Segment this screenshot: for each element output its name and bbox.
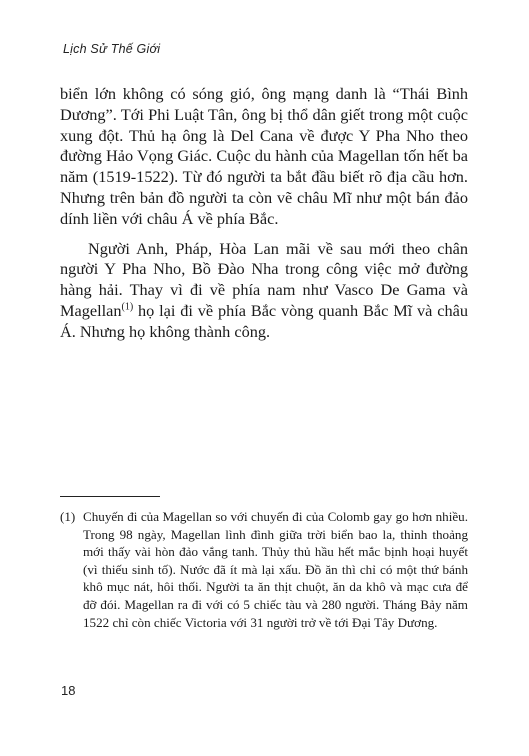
paragraph-text: họ lại đi về phía Bắc vòng quanh Bắc Mĩ và châu Á. Nhưng họ không thành công. (60, 300, 468, 341)
footnote-text: Chuyến đi của Magellan so với chuyến đi của Colomb gay go hơn nhiều. Trong 98 ngày, Magellan lình đình giữa trời biển bao la, thỉnh thoảng mới thấy vài hòn đảo vắng tanh. Thủy thủ hầu hết mắc bịnh hoại huyết (vì thiếu sinh tố). Nước đã ít mà lại xấu. Đồ ăn thì chỉ có một thứ bánh khô mục nát, hôi thối. Người ta ăn thịt chuột, ăn da khô và mạc cưa để đỡ đói. Magellan ra đi với có 5 chiếc tàu và 280 người. Tháng Bảy năm 1522 chỉ còn chiếc Victoria với 31 người trở về tới Đại Tây Dương. (83, 509, 468, 630)
paragraph-text: Người Anh, Pháp, Hòa Lan mãi về sau mới theo chân người Y Pha Nho, Bồ Đào Nha trong công việc mở đường hàng hải. Thay vì đi về phía nam như Vasco De Gama và Magellan (60, 238, 468, 320)
footnote-marker: (1) (60, 509, 76, 524)
paragraph (60, 239, 468, 343)
footnote-reference: (1) (121, 301, 134, 313)
footnote-divider (60, 496, 160, 497)
paragraph: biển lớn không có sóng gió, ông mạng danh là “Thái Bình Dương”. Tới Phi Luật Tân, ông bị thổ dân giết trong một cuộc xung đột. Thủ hạ ông là Del Cana về được Y Pha Nho theo đường Hảo Vọng Giác. Cuộc du hành của Magellan tốn hết ba năm (1519-1522). Từ đó người ta bắt đầu biết rõ địa cầu hơn. Nhưng trên bản đồ người ta còn vẽ châu Mĩ như một bán đảo dính liền với châu Á về phía Bắc. (60, 84, 468, 228)
page-number: 18 (61, 683, 76, 698)
running-header: Lịch Sử Thế Giới (63, 42, 161, 56)
footnote (60, 508, 468, 631)
body-text (60, 84, 468, 343)
